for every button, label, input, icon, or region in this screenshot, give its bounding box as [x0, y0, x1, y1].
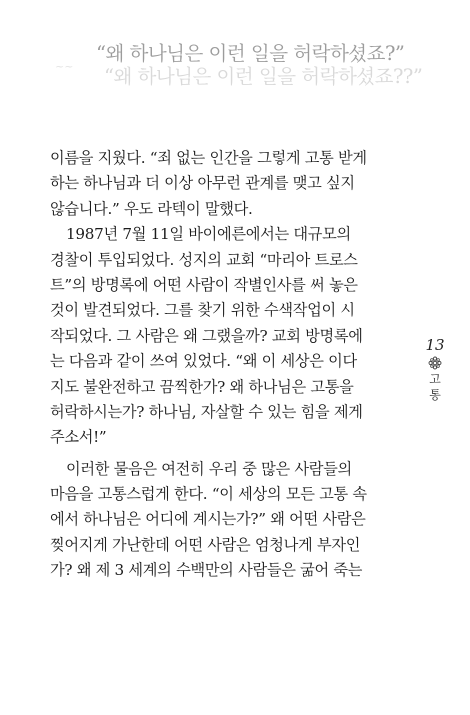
text-line: 마음을 고통스럽게 한다. “이 세상의 모든 고통 속	[50, 485, 367, 504]
body-text	[50, 146, 390, 584]
running-header: “왜 하나님은 이런 일을 허락하셨죠?”	[96, 42, 405, 65]
chapter-label-char: 고	[429, 372, 441, 386]
text-line: 허락하시는가? 하나님, 자살할 수 있는 힘을 제게	[50, 402, 363, 421]
text-line: 않습니다.” 우도 라텍이 말했다.	[50, 199, 253, 218]
text-line: 이름을 지웠다. “죄 없는 인간을 그렇게 고통 받게	[50, 149, 367, 167]
text-line: 에서 하나님은 어디에 계시는가?” 왜 어떤 사람은	[50, 510, 366, 529]
text-line: 주소서!”	[50, 428, 107, 447]
chapter-label-char: 통	[429, 388, 441, 402]
text-line: 작되었다. 그 사람은 왜 그랬을까? 교회 방명록에	[50, 326, 363, 345]
text-line: 는 다음과 같이 쓰여 있었다. “왜 이 세상은 이다	[50, 352, 357, 371]
text-line: 하는 하나님과 더 이상 아무런 관계를 맺고 싶지	[50, 174, 355, 193]
side-folio	[421, 336, 449, 402]
page-number: 13	[425, 336, 445, 354]
text-line: 찢어지게 가난한데 어떤 사람은 엄청나게 부자인	[50, 535, 361, 554]
text-line: 것이 발견되었다. 그를 찾기 위한 수색작업이 시	[50, 301, 355, 320]
text-line: 가? 왜 제 3 세계의 수백만의 사람들은 굶어 죽는	[50, 561, 363, 580]
text-line: 지도 불완전하고 끔찍한가? 왜 하나님은 고통을	[50, 377, 354, 396]
text-line: 경찰이 투입되었다. 성지의 교회 “마리아 트로스	[50, 250, 358, 269]
text-line: 트”의 방명록에 어떤 사람이 작별인사를 써 놓은	[50, 275, 358, 294]
text-line: 1987년 7월 11일 바이에른에서는 대규모의	[66, 225, 351, 244]
text-line: 이러한 물음은 여전히 우리 중 많은 사람들의	[66, 459, 352, 478]
flower-ornament-icon	[428, 356, 442, 370]
running-header-show-through: “왜 하나님은 이런 일을 허락하셨죠??”	[104, 65, 423, 88]
faint-corner-mark: ~~	[55, 60, 74, 73]
